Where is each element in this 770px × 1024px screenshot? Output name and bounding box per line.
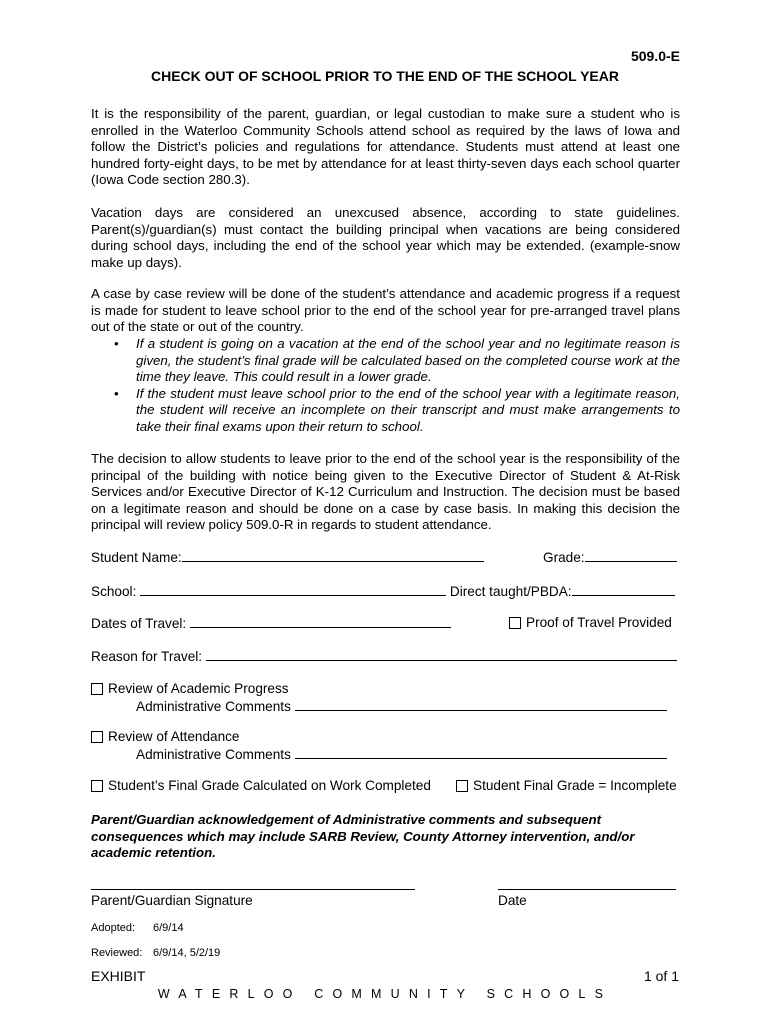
attendance-label: Review of Attendance [108, 729, 240, 744]
district-name: WATERLOO COMMUNITY SCHOOLS [157, 987, 613, 1001]
academic-progress-label: Review of Academic Progress [108, 681, 289, 696]
paragraph-responsibility: It is the responsibility of the parent, guardian, or legal custodian to make sure a student who is enrolled in the Waterloo Community Schools attend school as required by the laws of Iowa and follow the District’s policies and regulations for attendance. Students must attend at least one hundred forty-eight days, to be met by attendance for at least thirty-seven days each school quarter (Iowa Code section 280.3). [91, 106, 680, 187]
signature-line[interactable] [91, 889, 415, 890]
page-number: 1 of 1 [643, 968, 679, 984]
academic-progress-option [91, 681, 289, 696]
attendance-comments-label: Administrative Comments [136, 747, 291, 762]
direct-taught-line[interactable] [572, 583, 675, 596]
reviewed-label: Reviewed: [91, 947, 143, 959]
student-name-label: Student Name: [91, 550, 182, 565]
exhibit-label: EXHIBIT [91, 968, 146, 984]
final-grade-calculated-option [91, 778, 431, 793]
attendance-comments-line[interactable] [295, 746, 667, 759]
bullet-legitimate-reason: • If the student must leave school prior to the end of the school year with a legitimate reason, the student will receive an incomplete on their transcript and must make arrangements to take their final exams upon their return to school. [91, 386, 680, 436]
policy-bullets [91, 336, 680, 435]
bullet-vacation-no-reason: • If a student is going on a vacation at the end of the school year and no legitimate reason is given, the student’s final grade will be calculated based on the completed course work at the time they leave. This could result in a lower grade. [91, 336, 680, 386]
school-label: School: [91, 584, 137, 599]
page-title: CHECK OUT OF SCHOOL PRIOR TO THE END OF THE SCHOOL YEAR [150, 68, 619, 84]
academic-comments-field [136, 698, 667, 714]
adopted-label: Adopted: [91, 922, 136, 934]
dates-of-travel-field [91, 615, 451, 631]
final-grade-incomplete-checkbox[interactable] [456, 780, 468, 792]
attendance-option [91, 729, 240, 744]
grade-label: Grade: [543, 550, 585, 565]
final-grade-incomplete-label: Student Final Grade = Incomplete [473, 778, 677, 793]
policy-code: 509.0-E [630, 48, 680, 64]
academic-progress-checkbox[interactable] [91, 683, 103, 695]
direct-taught-label: Direct taught/PBDA: [449, 584, 572, 599]
school-field [91, 583, 675, 599]
paragraph-case-review: A case by case review will be done of the student’s attendance and academic progress if a request is made for student to leave school prior to the end of the school year for pre-arranged travel plans out of the state or out of the country. [91, 286, 680, 334]
grade-line[interactable] [585, 549, 677, 562]
academic-comments-label: Administrative Comments [136, 699, 291, 714]
final-grade-calculated-checkbox[interactable] [91, 780, 103, 792]
reason-for-travel-field [91, 648, 677, 664]
dates-of-travel-label: Dates of Travel: [91, 616, 187, 631]
grade-field [543, 549, 677, 565]
date-line[interactable] [498, 889, 676, 890]
final-grade-calculated-label: Student’s Final Grade Calculated on Work Completed [108, 778, 431, 793]
date-label: Date [498, 893, 527, 908]
adopted-date: 6/9/14 [153, 922, 184, 934]
attendance-comments-field [136, 746, 667, 762]
academic-comments-line[interactable] [295, 698, 667, 711]
student-name-line[interactable] [182, 549, 484, 562]
student-name-field [91, 549, 484, 565]
paragraph-vacation: Vacation days are considered an unexcused absence, according to state guidelines. Parent(s)/guardian(s) must contact the building principal when vacations are being considered during school days, including the end of the school year which may be extended. (example-snow make up days). [91, 205, 680, 270]
school-line[interactable] [140, 583, 446, 596]
reason-for-travel-line[interactable] [206, 648, 677, 661]
paragraph-decision: The decision to allow students to leave prior to the end of the school year is the responsibility of the principal of the building with notice being given to the Executive Director of Student & At-Risk Services and/or Executive Director of K-12 Curriculum and Instruction. The decision must be based on a legitimate reason and should be done on a case by case basis. In making this decision the principal will review policy 509.0-R in regards to student attendance. [91, 451, 680, 532]
dates-of-travel-line[interactable] [190, 615, 451, 628]
final-grade-incomplete-option [456, 778, 677, 793]
attendance-checkbox[interactable] [91, 731, 103, 743]
proof-of-travel-option [509, 615, 672, 630]
acknowledgement-text: Parent/Guardian acknowledgement of Administrative comments and subsequent consequences which may include SARB Review, County Attorney intervention, and/or academic retention. [91, 812, 635, 860]
reviewed-dates: 6/9/14, 5/2/19 [153, 947, 221, 959]
signature-label: Parent/Guardian Signature [91, 893, 253, 908]
reason-for-travel-label: Reason for Travel: [91, 649, 203, 664]
proof-of-travel-label: Proof of Travel Provided [526, 615, 672, 630]
proof-of-travel-checkbox[interactable] [509, 617, 521, 629]
